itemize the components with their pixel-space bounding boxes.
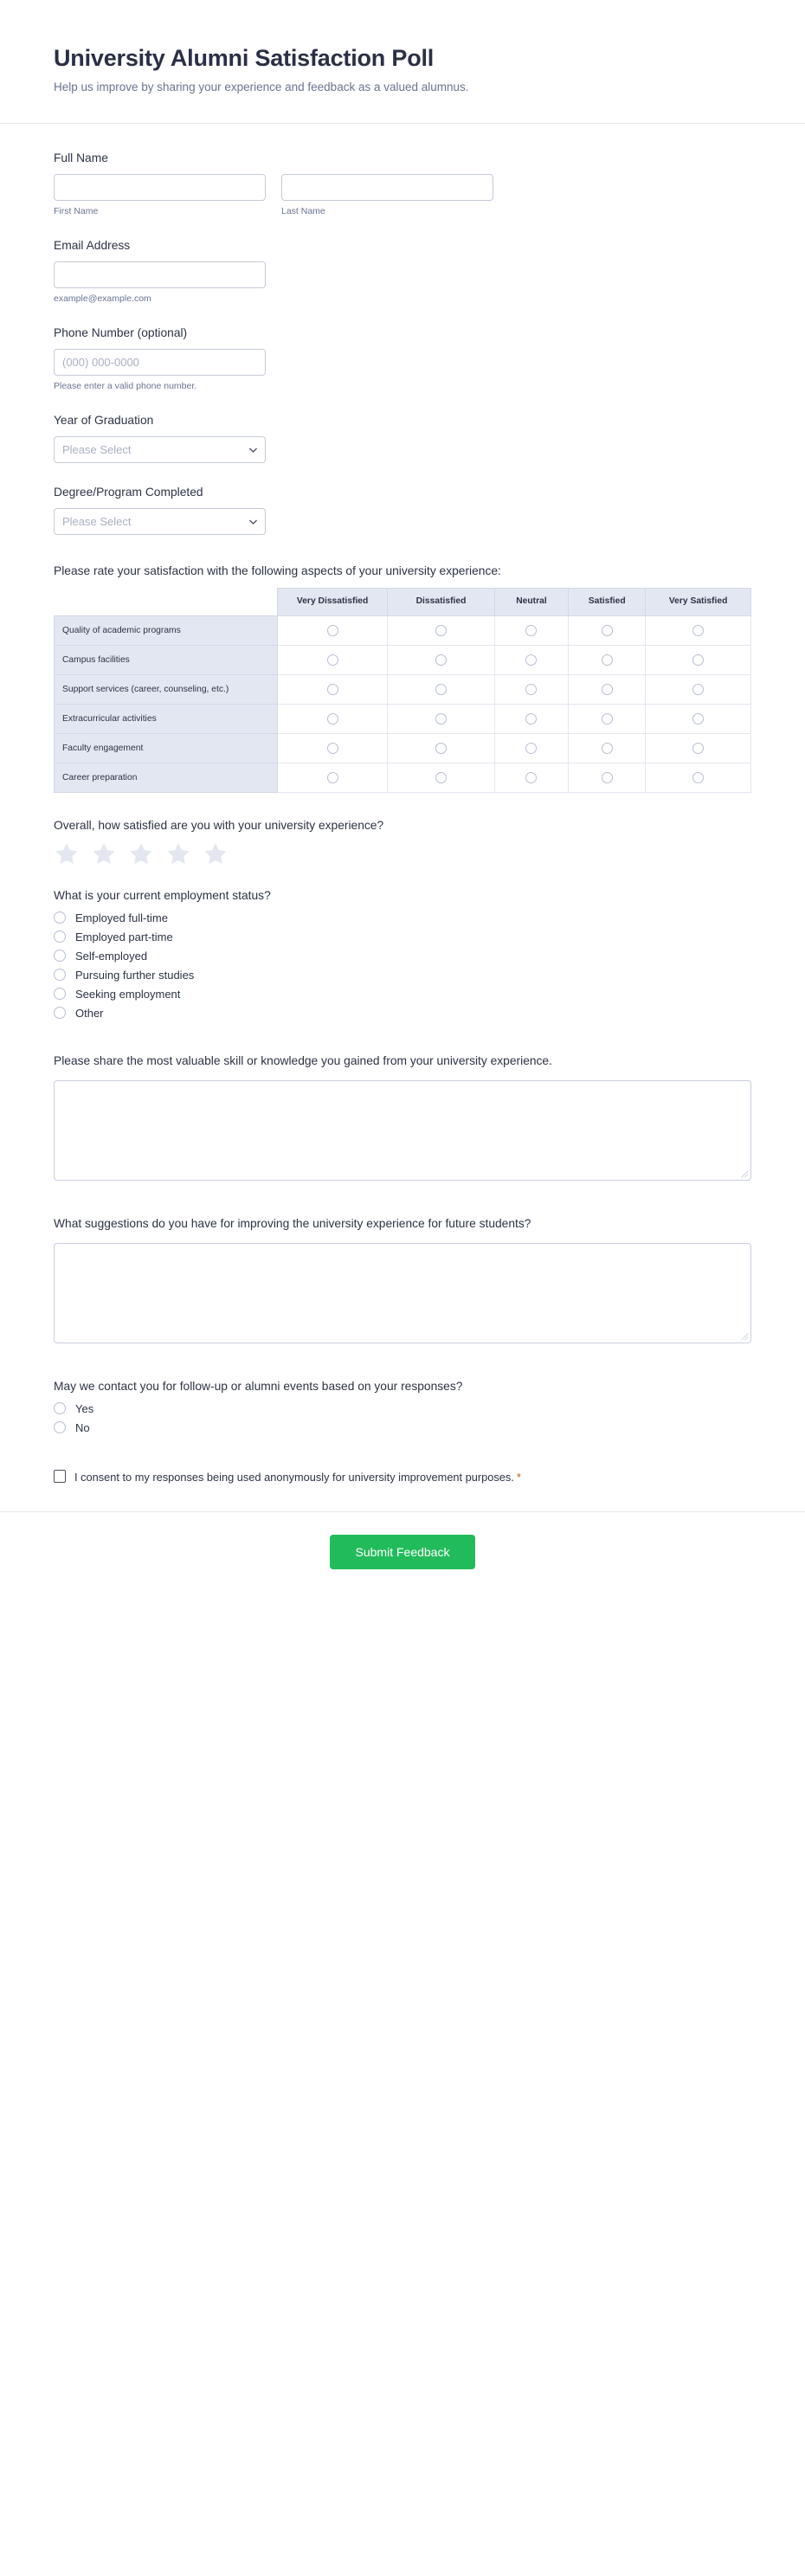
radio-icon[interactable] <box>54 1402 66 1414</box>
contact-option-label: Yes <box>75 1401 94 1415</box>
required-marker: * <box>516 1470 521 1484</box>
matrix-radio-cell[interactable] <box>388 615 495 645</box>
degree-selected-value: Please Select <box>54 508 266 535</box>
table-row <box>55 704 751 733</box>
submit-button[interactable]: Submit Feedback <box>330 1535 476 1569</box>
radio-icon[interactable] <box>602 625 613 636</box>
last-name-input[interactable] <box>281 174 493 201</box>
radio-icon[interactable] <box>602 772 613 783</box>
radio-icon[interactable] <box>54 1007 66 1019</box>
matrix-head <box>55 589 751 616</box>
radio-icon[interactable] <box>435 684 447 695</box>
matrix-row-label: Extracurricular activities <box>55 704 278 733</box>
table-row <box>55 615 751 645</box>
radio-icon[interactable] <box>54 931 66 943</box>
matrix-radio-cell[interactable] <box>569 763 646 792</box>
page-subtitle: Help us improve by sharing your experience and feedback as a valued alumnus. <box>54 80 469 93</box>
field-employment-status <box>54 889 751 1020</box>
overall-rating-block <box>54 819 751 866</box>
radio-icon[interactable] <box>602 713 613 724</box>
valuable-skill-textarea[interactable] <box>54 1080 751 1181</box>
star-rating-widget[interactable] <box>54 841 751 866</box>
matrix-radio-cell[interactable] <box>494 733 568 763</box>
matrix-radio-cell[interactable] <box>388 674 495 704</box>
field-phone <box>54 326 751 391</box>
star-icon[interactable] <box>203 841 229 866</box>
consent-label-text: I consent to my responses being used anonymously for university improvement purposes. <box>74 1470 514 1484</box>
matrix-radio-cell[interactable] <box>646 645 751 674</box>
star-icon[interactable] <box>91 841 117 866</box>
matrix-col-header: Dissatisfied <box>388 589 495 616</box>
suggestions-question: What suggestions do you have for improving the university experience for future students? <box>54 1216 531 1230</box>
phone-label: Phone Number (optional) <box>54 326 188 339</box>
matrix-radio-cell[interactable] <box>569 615 646 645</box>
radio-icon[interactable] <box>525 743 537 754</box>
radio-icon[interactable] <box>435 713 447 724</box>
matrix-radio-cell[interactable] <box>278 763 388 792</box>
radio-icon[interactable] <box>692 654 704 666</box>
matrix-radio-cell[interactable] <box>569 674 646 704</box>
employment-option-label: Employed full-time <box>75 911 168 924</box>
valuable-skill-question: Please share the most valuable skill or knowledge you gained from your university experience. <box>54 1053 552 1067</box>
radio-icon[interactable] <box>327 625 338 636</box>
contact-followup-question: May we contact you for follow-up or alumni events based on your responses? <box>54 1379 463 1393</box>
table-row <box>55 733 751 763</box>
table-row <box>55 763 751 792</box>
star-icon[interactable] <box>165 841 191 866</box>
field-contact-followup <box>54 1380 751 1434</box>
matrix-radio-cell[interactable] <box>278 645 388 674</box>
email-sublabel: example@example.com <box>54 293 151 304</box>
star-icon[interactable] <box>54 841 80 866</box>
list-item[interactable] <box>54 911 751 924</box>
radio-icon[interactable] <box>525 625 537 636</box>
satisfaction-matrix-block <box>54 564 751 793</box>
radio-icon[interactable] <box>54 911 66 924</box>
matrix-radio-cell[interactable] <box>388 645 495 674</box>
matrix-radio-cell[interactable] <box>569 704 646 733</box>
radio-icon[interactable] <box>525 684 537 695</box>
employment-options <box>54 911 751 1020</box>
consent-row[interactable] <box>54 1469 751 1486</box>
matrix-radio-cell[interactable] <box>388 733 495 763</box>
list-item[interactable] <box>54 931 751 943</box>
list-item[interactable] <box>54 988 751 1001</box>
email-group <box>54 261 266 304</box>
matrix-radio-cell[interactable] <box>569 733 646 763</box>
radio-icon[interactable] <box>692 743 704 754</box>
page-title: University Alumni Satisfaction Poll <box>54 45 435 71</box>
contact-followup-options <box>54 1402 751 1434</box>
radio-icon[interactable] <box>54 988 66 1000</box>
field-degree <box>54 486 751 535</box>
list-item[interactable] <box>54 1007 751 1020</box>
employment-option-label: Self-employed <box>75 949 148 963</box>
radio-icon[interactable] <box>327 743 338 754</box>
matrix-radio-cell[interactable] <box>569 645 646 674</box>
field-full-name <box>54 151 751 216</box>
full-name-label: Full Name <box>54 151 108 164</box>
matrix-col-header: Satisfied <box>569 589 646 616</box>
radio-icon[interactable] <box>692 625 704 636</box>
matrix-radio-cell[interactable] <box>646 615 751 645</box>
matrix-row-label: Support services (career, counseling, etc.) <box>55 674 278 704</box>
form-body <box>0 124 805 1485</box>
full-name-row <box>54 174 751 216</box>
last-name-group <box>281 174 493 216</box>
contact-option-label: No <box>75 1420 90 1434</box>
satisfaction-matrix <box>54 588 751 793</box>
matrix-row-label: Campus facilities <box>55 645 278 674</box>
field-suggestions <box>54 1215 751 1343</box>
employment-option-label: Pursuing further studies <box>75 968 195 982</box>
radio-icon[interactable] <box>525 654 537 666</box>
matrix-radio-cell[interactable] <box>388 763 495 792</box>
employment-option-label: Employed part-time <box>75 930 173 943</box>
matrix-radio-cell[interactable] <box>646 674 751 704</box>
matrix-radio-cell[interactable] <box>494 763 568 792</box>
resize-grip-icon[interactable] <box>739 1331 749 1341</box>
form-footer <box>0 1511 805 1604</box>
form-header <box>0 0 805 124</box>
table-row <box>55 674 751 704</box>
matrix-radio-cell[interactable] <box>278 733 388 763</box>
matrix-question: Please rate your satisfaction with the following aspects of your university experience: <box>54 564 501 577</box>
first-name-group <box>54 174 266 216</box>
degree-select[interactable] <box>54 508 266 535</box>
radio-icon[interactable] <box>327 654 338 666</box>
matrix-row-label: Career preparation <box>55 763 278 792</box>
matrix-row-label: Quality of academic programs <box>55 615 278 645</box>
matrix-radio-cell[interactable] <box>388 704 495 733</box>
list-item[interactable] <box>54 969 751 982</box>
resize-grip-icon[interactable] <box>739 1169 749 1178</box>
list-item[interactable] <box>54 1402 751 1415</box>
matrix-corner-cell <box>55 589 278 616</box>
degree-label: Degree/Program Completed <box>54 486 203 499</box>
phone-sublabel: Please enter a valid phone number. <box>54 381 197 391</box>
phone-group <box>54 349 266 391</box>
radio-icon[interactable] <box>602 743 613 754</box>
matrix-radio-cell[interactable] <box>278 615 388 645</box>
radio-icon[interactable] <box>602 684 613 695</box>
suggestions-textarea[interactable] <box>54 1243 751 1343</box>
email-input[interactable] <box>54 261 266 288</box>
radio-icon[interactable] <box>435 743 447 754</box>
matrix-col-header: Neutral <box>494 589 568 616</box>
radio-icon[interactable] <box>54 950 66 962</box>
last-name-sublabel: Last Name <box>281 206 325 216</box>
grad-year-label: Year of Graduation <box>54 414 154 427</box>
consent-checkbox[interactable] <box>54 1470 66 1483</box>
table-row <box>55 645 751 674</box>
radio-icon[interactable] <box>54 1421 66 1433</box>
radio-icon[interactable] <box>692 684 704 695</box>
list-item[interactable] <box>54 1421 751 1434</box>
radio-icon[interactable] <box>602 654 613 666</box>
radio-icon[interactable] <box>435 654 447 666</box>
first-name-sublabel: First Name <box>54 206 99 216</box>
matrix-col-header: Very Dissatisfied <box>278 589 388 616</box>
radio-icon[interactable] <box>692 713 704 724</box>
radio-icon[interactable] <box>692 772 704 783</box>
grad-year-select[interactable] <box>54 436 266 463</box>
matrix-row-label: Faculty engagement <box>55 733 278 763</box>
radio-icon[interactable] <box>525 713 537 724</box>
radio-icon[interactable] <box>435 772 447 783</box>
matrix-radio-cell[interactable] <box>494 645 568 674</box>
radio-icon[interactable] <box>327 684 338 695</box>
matrix-radio-cell[interactable] <box>646 704 751 733</box>
matrix-header-row <box>55 589 751 616</box>
matrix-radio-cell[interactable] <box>278 704 388 733</box>
radio-icon[interactable] <box>54 969 66 981</box>
email-label: Email Address <box>54 239 131 252</box>
radio-icon[interactable] <box>525 772 537 783</box>
matrix-col-header: Very Satisfied <box>646 589 751 616</box>
matrix-body <box>55 615 751 792</box>
star-icon[interactable] <box>128 841 154 866</box>
employment-option-label: Other <box>75 1006 104 1020</box>
matrix-radio-cell[interactable] <box>646 733 751 763</box>
list-item[interactable] <box>54 950 751 963</box>
phone-input[interactable] <box>54 349 266 376</box>
field-valuable-skill <box>54 1053 751 1181</box>
employment-question: What is your current employment status? <box>54 888 271 902</box>
matrix-radio-cell[interactable] <box>494 674 568 704</box>
matrix-radio-cell[interactable] <box>494 704 568 733</box>
overall-rating-question: Overall, how satisfied are you with your university experience? <box>54 818 384 832</box>
first-name-input[interactable] <box>54 174 266 201</box>
field-grad-year <box>54 414 751 463</box>
grad-year-selected-value: Please Select <box>54 436 266 463</box>
radio-icon[interactable] <box>435 625 447 636</box>
matrix-radio-cell[interactable] <box>278 674 388 704</box>
employment-option-label: Seeking employment <box>75 987 181 1001</box>
matrix-radio-cell[interactable] <box>494 615 568 645</box>
radio-icon[interactable] <box>327 713 338 724</box>
matrix-radio-cell[interactable] <box>646 763 751 792</box>
field-email <box>54 239 751 304</box>
consent-label <box>74 1469 521 1486</box>
radio-icon[interactable] <box>327 772 338 783</box>
